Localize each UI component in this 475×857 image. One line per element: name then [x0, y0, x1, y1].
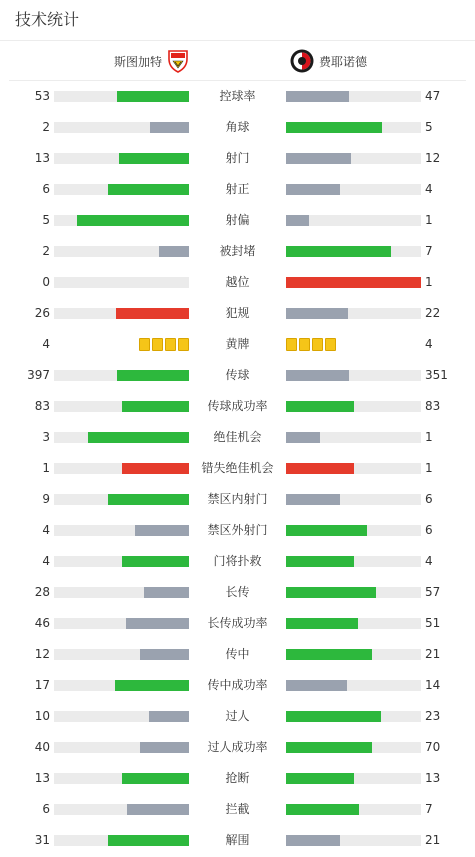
home-stat-bar-track: [54, 432, 189, 443]
away-stat-bar-track: [286, 246, 421, 257]
away-stat-bar-track: [286, 680, 421, 691]
yellow-card-icon: [178, 338, 189, 351]
home-stat-value: 26: [34, 306, 50, 320]
away-stat-value: 51: [425, 616, 441, 630]
away-stat-bar-fill: [286, 277, 421, 288]
home-stat-bar-fill: [88, 432, 189, 443]
home-stat-bar-track: [54, 370, 189, 381]
home-stat-value: 31: [34, 833, 50, 847]
home-stat-bar-fill: [117, 91, 189, 102]
home-stat-bar-track: [54, 525, 189, 536]
away-stat-value: 6: [425, 492, 433, 506]
home-stat-bar-fill: [140, 649, 189, 660]
stat-label: 传球成功率: [207, 399, 268, 413]
away-stat-bar-fill: [286, 463, 354, 474]
stats-list: [0, 81, 475, 856]
stat-row: [0, 329, 475, 360]
away-stat-value: 83: [425, 399, 441, 413]
away-stat-value: 23: [425, 709, 441, 723]
home-stat-bar-track: [54, 401, 189, 412]
away-stat-value: 13: [425, 771, 441, 785]
home-stat-bar-track: [54, 680, 189, 691]
stat-row: [0, 174, 475, 205]
home-stat-bar-fill: [126, 618, 189, 629]
away-stat-bar-track: [286, 370, 421, 381]
away-stat-value: 1: [425, 461, 433, 475]
stat-label: 越位: [225, 275, 250, 289]
stat-label: 射门: [225, 151, 250, 165]
home-stat-value: 3: [42, 430, 50, 444]
home-stat-value: 5: [42, 213, 50, 227]
home-stat-bar-track: [54, 649, 189, 660]
stat-row: [0, 577, 475, 608]
home-yellow-cards: [139, 338, 189, 351]
home-stat-value: 6: [42, 802, 50, 816]
stat-row: [0, 701, 475, 732]
away-stat-value: 1: [425, 275, 433, 289]
away-stat-bar-track: [286, 432, 421, 443]
yellow-card-icon: [152, 338, 163, 351]
away-stat-bar-track: [286, 215, 421, 226]
home-stat-bar-track: [54, 277, 189, 288]
away-team[interactable]: [290, 41, 367, 81]
yellow-card-icon: [165, 338, 176, 351]
home-stat-value: 13: [34, 151, 50, 165]
stat-row: [0, 794, 475, 825]
stat-row: [0, 298, 475, 329]
away-stat-value: 70: [425, 740, 441, 754]
away-stat-bar-track: [286, 277, 421, 288]
stat-label: 传球: [225, 368, 250, 382]
home-stat-bar-fill: [150, 122, 189, 133]
home-stat-bar-track: [54, 246, 189, 257]
away-stat-bar-track: [286, 618, 421, 629]
stat-row: [0, 391, 475, 422]
home-stat-bar-track: [54, 804, 189, 815]
home-stat-bar-track: [54, 494, 189, 505]
home-stat-value: 2: [42, 120, 50, 134]
home-stat-bar-fill: [117, 370, 189, 381]
home-stat-bar-fill: [116, 308, 189, 319]
away-stat-bar-fill: [286, 618, 358, 629]
stat-row: [0, 422, 475, 453]
away-stat-bar-fill: [286, 587, 376, 598]
home-stat-value: 1: [42, 461, 50, 475]
away-stat-bar-track: [286, 122, 421, 133]
stat-row: [0, 81, 475, 112]
stat-label: 黄牌: [225, 337, 250, 351]
away-stat-value: 21: [425, 647, 441, 661]
away-stat-bar-track: [286, 184, 421, 195]
teams-bar: [0, 41, 475, 81]
away-stat-bar-fill: [286, 122, 382, 133]
home-stat-bar-fill: [108, 835, 189, 846]
away-stat-bar-fill: [286, 804, 359, 815]
section-title: 技术统计: [15, 10, 80, 29]
stat-label: 长传: [225, 585, 250, 599]
home-stat-value: 397: [27, 368, 50, 382]
stat-label: 传中: [225, 647, 250, 661]
away-stat-bar-track: [286, 401, 421, 412]
home-team-name: 斯图加特: [114, 54, 163, 69]
feyenoord-logo-icon: [290, 49, 314, 73]
home-stat-bar-fill: [122, 556, 190, 567]
home-stat-value: 10: [34, 709, 50, 723]
stat-label: 控球率: [219, 89, 256, 103]
stat-row: [0, 515, 475, 546]
stat-label: 过人成功率: [207, 740, 268, 754]
away-stat-bar-track: [286, 308, 421, 319]
away-yellow-cards: [286, 338, 336, 351]
stat-label: 禁区外射门: [207, 523, 268, 537]
away-stat-bar-fill: [286, 680, 347, 691]
home-stat-value: 53: [34, 89, 50, 103]
home-stat-value: 4: [42, 337, 50, 351]
home-stat-value: 28: [34, 585, 50, 599]
away-stat-value: 6: [425, 523, 433, 537]
home-stat-bar-fill: [77, 215, 189, 226]
home-stat-value: 17: [34, 678, 50, 692]
home-stat-bar-track: [54, 773, 189, 784]
stat-label: 长传成功率: [207, 616, 268, 630]
home-stat-value: 46: [34, 616, 50, 630]
away-stat-bar-fill: [286, 401, 354, 412]
away-stat-value: 4: [425, 554, 433, 568]
away-stat-bar-fill: [286, 184, 340, 195]
away-stat-bar-fill: [286, 711, 381, 722]
away-stat-value: 4: [425, 337, 433, 351]
home-stat-bar-fill: [144, 587, 189, 598]
away-stat-bar-fill: [286, 215, 309, 226]
home-stat-bar-fill: [159, 246, 189, 257]
stat-label: 拦截: [225, 802, 250, 816]
home-stat-bar-track: [54, 215, 189, 226]
away-stat-bar-fill: [286, 556, 354, 567]
home-stat-bar-fill: [108, 494, 189, 505]
stat-label: 解围: [225, 833, 250, 847]
away-stat-bar-track: [286, 556, 421, 567]
home-stat-bar-fill: [122, 773, 190, 784]
away-stat-bar-fill: [286, 773, 354, 784]
stat-row: [0, 360, 475, 391]
away-stat-bar-track: [286, 804, 421, 815]
home-stat-bar-fill: [149, 711, 190, 722]
home-stat-bar-fill: [127, 804, 189, 815]
away-stat-value: 1: [425, 213, 433, 227]
away-stat-bar-track: [286, 773, 421, 784]
vfb-stuttgart-logo-icon: [167, 49, 189, 73]
yellow-card-icon: [286, 338, 297, 351]
stat-label: 过人: [225, 709, 250, 723]
home-stat-value: 2: [42, 244, 50, 258]
away-stat-bar-fill: [286, 153, 351, 164]
away-stat-value: 57: [425, 585, 441, 599]
yellow-card-icon: [139, 338, 150, 351]
away-stat-bar-track: [286, 153, 421, 164]
away-stat-bar-track: [286, 649, 421, 660]
stat-row: [0, 825, 475, 856]
stat-row: [0, 639, 475, 670]
away-stat-value: 22: [425, 306, 441, 320]
stat-row: [0, 112, 475, 143]
stat-label: 禁区内射门: [207, 492, 268, 506]
stat-row: [0, 236, 475, 267]
stat-row: [0, 732, 475, 763]
away-stat-value: 21: [425, 833, 441, 847]
home-stat-bar-track: [54, 308, 189, 319]
home-stat-bar-fill: [115, 680, 189, 691]
home-stat-bar-track: [54, 556, 189, 567]
home-stat-bar-track: [54, 711, 189, 722]
stat-label: 门将扑救: [213, 554, 262, 568]
away-stat-value: 5: [425, 120, 433, 134]
home-stat-bar-track: [54, 618, 189, 629]
home-stat-bar-track: [54, 587, 189, 598]
home-stat-bar-fill: [122, 401, 190, 412]
away-stat-value: 12: [425, 151, 441, 165]
stat-row: [0, 267, 475, 298]
away-stat-bar-track: [286, 525, 421, 536]
stat-label: 犯规: [225, 306, 250, 320]
home-stat-bar-fill: [122, 463, 190, 474]
away-stat-bar-fill: [286, 742, 372, 753]
stat-label: 被封堵: [219, 244, 256, 258]
stat-row: [0, 546, 475, 577]
away-stat-bar-fill: [286, 91, 349, 102]
stat-label: 错失绝佳机会: [201, 461, 274, 475]
away-stat-bar-track: [286, 711, 421, 722]
home-stat-bar-track: [54, 463, 189, 474]
yellow-card-icon: [312, 338, 323, 351]
away-stat-bar-fill: [286, 835, 340, 846]
home-stat-bar-fill: [119, 153, 189, 164]
away-stat-bar-track: [286, 587, 421, 598]
stat-row: [0, 763, 475, 794]
away-stat-value: 351: [425, 368, 448, 382]
away-stat-bar-track: [286, 494, 421, 505]
stat-row: [0, 453, 475, 484]
away-stat-value: 7: [425, 802, 433, 816]
home-stat-value: 12: [34, 647, 50, 661]
stat-label: 射偏: [225, 213, 250, 227]
away-stat-bar-track: [286, 463, 421, 474]
away-team-name: 费耶诺德: [319, 54, 368, 69]
away-stat-bar-fill: [286, 308, 348, 319]
away-stat-value: 47: [425, 89, 441, 103]
home-stat-bar-track: [54, 91, 189, 102]
yellow-card-icon: [325, 338, 336, 351]
home-stat-bar-track: [54, 122, 189, 133]
away-stat-value: 7: [425, 244, 433, 258]
home-stat-value: 83: [34, 399, 50, 413]
home-stat-value: 4: [42, 554, 50, 568]
away-stat-bar-track: [286, 835, 421, 846]
home-stat-value: 0: [42, 275, 50, 289]
stat-label: 角球: [225, 120, 250, 134]
stat-row: [0, 205, 475, 236]
home-team[interactable]: [114, 41, 189, 81]
away-stat-bar-fill: [286, 525, 367, 536]
away-stat-value: 14: [425, 678, 441, 692]
home-stat-bar-fill: [108, 184, 189, 195]
home-stat-value: 13: [34, 771, 50, 785]
home-stat-bar-track: [54, 742, 189, 753]
yellow-card-icon: [299, 338, 310, 351]
stat-label: 绝佳机会: [213, 430, 262, 444]
away-stat-bar-fill: [286, 494, 340, 505]
away-stat-bar-fill: [286, 649, 372, 660]
home-stat-bar-track: [54, 835, 189, 846]
away-stat-value: 1: [425, 430, 433, 444]
stat-label: 传中成功率: [207, 678, 268, 692]
stat-row: [0, 670, 475, 701]
away-stat-bar-track: [286, 742, 421, 753]
home-stat-bar-fill: [140, 742, 189, 753]
home-stat-bar-track: [54, 153, 189, 164]
away-stat-bar-fill: [286, 246, 391, 257]
stat-label: 抢断: [225, 771, 250, 785]
stat-row: [0, 484, 475, 515]
home-stat-value: 6: [42, 182, 50, 196]
home-stat-value: 9: [42, 492, 50, 506]
away-stat-bar-fill: [286, 370, 349, 381]
away-stat-bar-track: [286, 91, 421, 102]
away-stat-bar-fill: [286, 432, 320, 443]
stat-label: 射正: [225, 182, 250, 196]
stat-row: [0, 608, 475, 639]
stat-row: [0, 143, 475, 174]
home-stat-bar-fill: [135, 525, 189, 536]
away-stat-value: 4: [425, 182, 433, 196]
home-stat-value: 40: [34, 740, 50, 754]
home-stat-value: 4: [42, 523, 50, 537]
home-stat-bar-track: [54, 184, 189, 195]
